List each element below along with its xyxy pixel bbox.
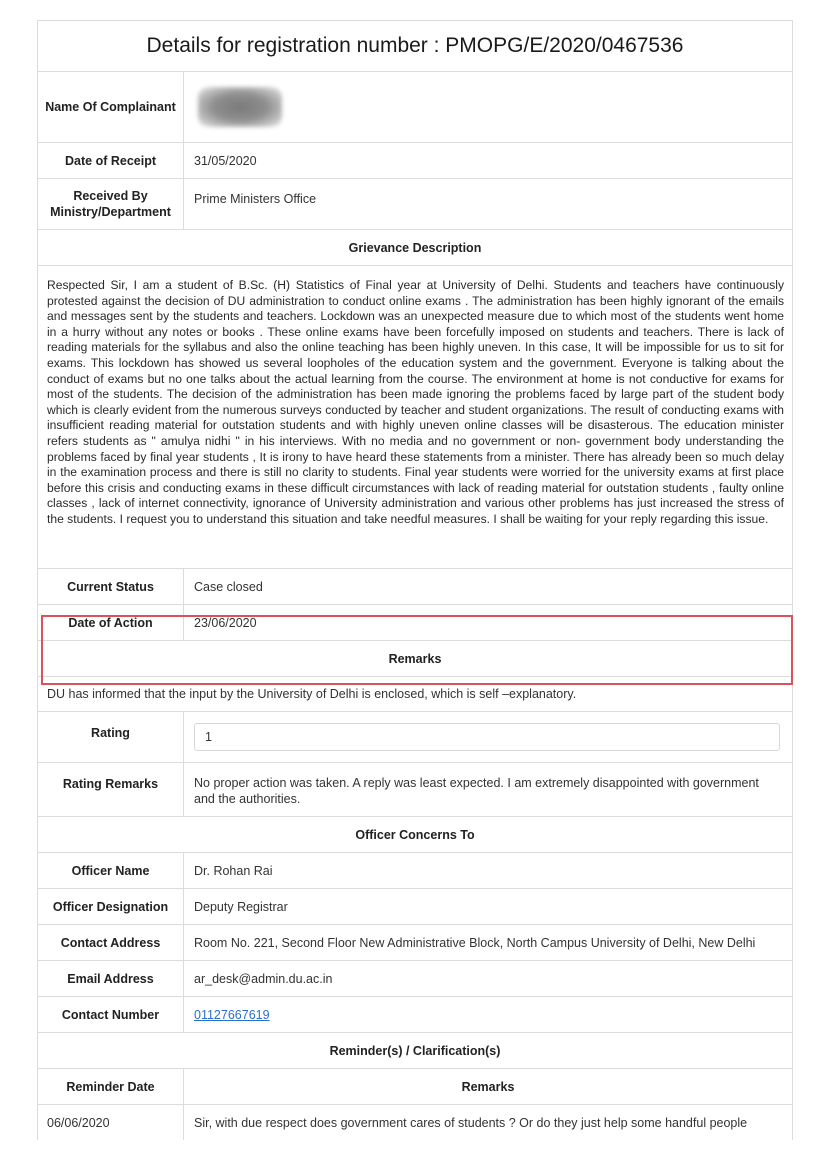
date-of-receipt-row: [38, 143, 792, 179]
officer-name-value: Dr. Rohan Rai: [194, 863, 273, 878]
rating-value-cell: [184, 712, 792, 762]
officer-designation-label: Officer Designation: [38, 889, 184, 924]
page-title: Details for registration number : PMOPG/E/2020/0467536: [38, 20, 792, 72]
officer-name-row: [38, 853, 792, 889]
current-status-value: Case closed: [194, 579, 263, 594]
complainant-label: Name Of Complainant: [38, 72, 184, 142]
date-of-action-label: Date of Action: [38, 605, 184, 640]
grievance-heading: Grievance Description: [38, 230, 792, 266]
remarks-text: DU has informed that the input by the University of Delhi is enclosed, which is self –explanatory.: [38, 677, 792, 712]
reminder-remarks-column-header: Remarks: [461, 1079, 515, 1094]
email-address-row: [38, 961, 792, 997]
redacted-name-blur: [198, 87, 282, 127]
table-row: [38, 1105, 792, 1140]
contact-address-row: [38, 925, 792, 961]
date-of-action-value: 23/06/2020: [194, 615, 257, 630]
officer-designation-row: [38, 889, 792, 925]
received-by-label: Received By Ministry/Department: [38, 179, 184, 229]
date-of-receipt-label: Date of Receipt: [38, 143, 184, 178]
officer-designation-value: Deputy Registrar: [194, 899, 288, 914]
contact-number-label: Contact Number: [38, 997, 184, 1032]
remarks-heading: Remarks: [38, 641, 792, 677]
rating-label: Rating: [38, 712, 184, 762]
complainant-row: [38, 72, 792, 143]
complainant-value: [184, 72, 792, 142]
rating-remarks-value: No proper action was taken. A reply was least expected. I am extremely disappointed with government and the authorities.: [194, 776, 759, 806]
contact-address-label: Contact Address: [38, 925, 184, 960]
contact-number-link[interactable]: 01127667619: [194, 1007, 270, 1022]
rating-remarks-row: [38, 763, 792, 817]
reminder-date: 06/06/2020: [38, 1105, 184, 1140]
reminder-date-column-header: Reminder Date: [38, 1069, 184, 1104]
current-status-label: Current Status: [38, 569, 184, 604]
email-address-value: ar_desk@admin.du.ac.in: [194, 971, 333, 986]
contact-number-row: [38, 997, 792, 1033]
email-address-label: Email Address: [38, 961, 184, 996]
grievance-description: Respected Sir, I am a student of B.Sc. (H) Statistics of Final year at University of Delhi. Students and teachers have continuously protested against the decision of DU administration to conduct online exams . The administration has been highly ignorant of the emails and messages sent by the students and teachers. Lockdown was an unexpected measure due to which most of the students went home in a hurry without any notes or books . These online exams have been forcefully imposed on students and teachers. There is lack of reading materials for the syllabus and also the online teaching has been highly uneven. In this case, It will be impossible for us to sit for exams. This lockdown has showed us several loopholes of the education system and the government. Everyone is talking about the conduct of exams but no one talks about the actual learning from the course. The environment at home is not conductive for exams for most of the students. The decision of the administration has been made ignoring the problems faced by large part of the student body which is clearly evident from the numerous surveys conducted by teacher and student organizations. The result of conducting exams with insufficient reading material for outstation students and with highly uneven online classes will be disasterous. The education minister refers students as " amulya nidhi " in his interviews. With no media and no government or non- government body understanding the problems faced by final year students , It is irony to have heard these statements from a minister. There has already been so much delay in the examination process and there is still no clarity to students. Final year students were worried for the university exams at first place before this crisis and conducting exams in these difficult circumstances with lack of reading material for outstation students , faulty online classes , lack of internet connectivity, ignorance of University administration and various other problems has just increased the stress of the students. I request you to understand this situation and take needful measures. I shall be waiting for your reply regarding this issue.: [38, 266, 792, 569]
rating-remarks-label: Rating Remarks: [38, 763, 184, 816]
received-by-row: [38, 179, 792, 230]
date-of-receipt-value: 31/05/2020: [194, 153, 257, 168]
rating-input[interactable]: 1: [194, 723, 780, 751]
received-by-value: Prime Ministers Office: [194, 192, 317, 206]
contact-address-value: Room No. 221, Second Floor New Administrative Block, North Campus University of Delhi, New Delhi: [194, 935, 756, 950]
reminder-remarks: Sir, with due respect does government cares of students ? Or do they just help some handful people: [194, 1115, 748, 1130]
registration-details-table: [37, 20, 793, 1140]
reminders-header-row: [38, 1069, 792, 1105]
officer-heading: Officer Concerns To: [38, 817, 792, 853]
reminders-heading: Reminder(s) / Clarification(s): [38, 1033, 792, 1069]
officer-name-label: Officer Name: [38, 853, 184, 888]
date-of-action-row: [38, 605, 792, 641]
rating-row: [38, 712, 792, 763]
contact-number-cell: [184, 997, 792, 1032]
current-status-row: [38, 569, 792, 605]
